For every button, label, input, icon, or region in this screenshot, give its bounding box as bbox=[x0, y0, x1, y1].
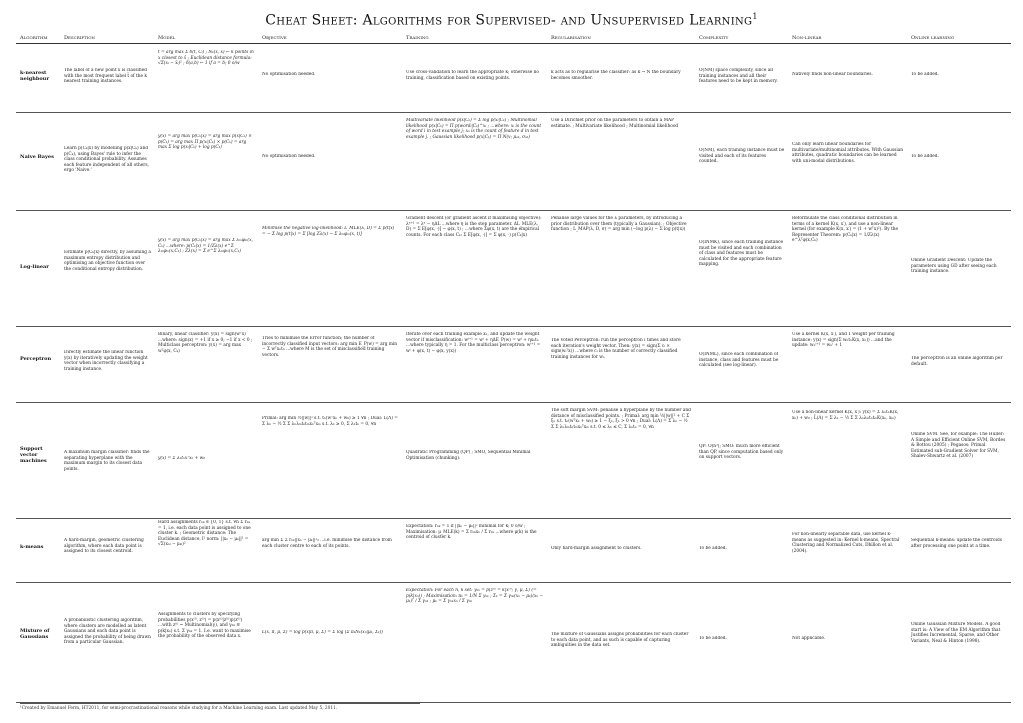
col-header-description: Description bbox=[64, 35, 96, 41]
nonlinear-cell: Natively finds non-linear boundaries. bbox=[792, 72, 873, 77]
page-title-text: Cheat Sheet: Algorithms for Supervised- and Unsupervised Learning bbox=[265, 12, 753, 29]
objective-cell: L(x, π, μ, Σ) = log p(x|π, μ, Σ) = Σ log (Σ πₖNₖ(xₙ|μₖ, Σₖ)) bbox=[262, 630, 383, 635]
algorithm-name: Mixture of Gaussians bbox=[20, 628, 50, 640]
training-cell: Gradient descent (or gradient ascent if maximising objective): λⁿ⁺¹ = λⁿ − ηΔL ...where η is the step parameter. ΔL_MLE(λ, D) = Σ E[φ(x, ·)] − φ(x, t) ; ...where Σφ(x, t) are the empirical counts. For each class Cₖ: Σ E[φ(x, ·)] = Σ φ(x, ·) p(Cₖ|x) bbox=[406, 216, 542, 238]
nonlinear-cell: Not applicable. bbox=[792, 636, 826, 641]
training-cell: Multivariate likelihood p(x|Cₖ) = Σ log p(xᵢ|Cₖ) ; Multinomial likelihood p(x|Cₖ) = Π p(wordᵢ|Cₖ)^xᵢ ; ...where: xᵢ is the count of word i in test example j; xₙ is the count of feature d in test example j. ; Gaussian likelihood p(x|Cₖ) = Π N(v; μₐₖ, σₐₖ) bbox=[406, 118, 542, 140]
regularisation-cell: The Voted Perceptron: run the perceptron i times and store each iteration's weight vector. Then: y(x) = sign(Σ cᵢ × sign(wᵢᵀx)) ...where cᵢ is the number of correctly classified training instances for wᵢ. bbox=[551, 338, 681, 360]
table-row-svm bbox=[16, 402, 1011, 519]
table-row-k-means bbox=[16, 518, 1011, 583]
page-title bbox=[0, 12, 1023, 29]
complexity-cell: O(INML), since each combination of instance, class and features must be calculated (see log-linear). bbox=[699, 352, 779, 369]
table-row-naive-bayes bbox=[16, 112, 1011, 211]
model-cell: y(x) = Σ λₙtₙxᵀxₙ + w₀ bbox=[158, 456, 205, 461]
complexity-cell: QP: O(n³); SMO: much more efficient than QP, since computation based only on support vectors. bbox=[699, 444, 784, 461]
title-footnote-mark: 1 bbox=[752, 12, 758, 21]
col-header-objective: Objective bbox=[262, 35, 287, 41]
nonlinear-cell: Use a non-linear kernel K(x, x′): y(x) = Σ λₙtₙK(x, xₙ) + w₀ ; L̃(Λ) = Σ λₙ − ½ Σ Σ λₙλₘtₙtₘK(xₙ, xₘ) bbox=[792, 410, 899, 421]
training-cell: Expectation: For each n, k set: γₙₖ = p(z⁽ⁱ⁾ = k|x⁽ⁱ⁾; γ, μ, Σ) (= p(k|xₙ)) ; Maximisation: πₖ = 1/N Σ γₙₖ ; Σₖ = Σ γₙₖ(xₙ − μₖ)(xₙ − μₖ)ᵀ / Σ γₙₖ ; μₖ = Σ γₙₖxₙ / Σ γₙₖ bbox=[406, 588, 544, 605]
nonlinear-cell: Reformulate the class conditional distribution in terms of a kernel K(x, x′), and use a non-linear kernel (for example K(x, x′) = (1 + wᵀx)²). By the Representer Theorem: p(Cₖ|x) = 1/Zλ(x) e^λᵀφ(x,Cₖ) bbox=[792, 216, 899, 244]
online-cell: Online Gaussian Mixture Models. A good start is: A View of the EM Algorithm that Justifies Incremental, Sparse, and Other Variants, Neal & Hinton (1998). bbox=[911, 622, 1001, 644]
complexity-cell: O(NM), each training instance must be visited and each of its features counted. bbox=[699, 148, 785, 165]
online-cell: To be added. bbox=[911, 154, 939, 159]
objective-cell: Primal: arg min ½||w||² s.t. tₙ(wᵀxₙ + w₀) ≥ 1 ∀n ; Dual: L̃(Λ) = Σ λₙ − ½ Σ Σ λₙλₘtₙtₘxₙᵀxₘ s.t. λₙ ≥ 0, Σ λₙtₙ = 0, ∀n bbox=[262, 416, 398, 427]
description-cell: A maximum margin classifier: finds the separating hyperplane with the maximum margin to its closest data points. bbox=[64, 450, 150, 472]
online-cell: Online SVM. See, for example: The Huller: A Simple and Efficient Online SVM, Bordes & Bottou (2005) ; Pegasos: Primal Estimated sub-Gradient Solver for SVM, Shalev-Shwartz et al. (2007) bbox=[911, 432, 1006, 460]
model-cell: y(x) = arg max p(Cₖ|x) = arg max p(x|Cₖ) × p(Cₖ) = arg max Π p(xᵢ|Cₖ) × p(Cₖ) = arg max Σ log p(xᵢ|Cₖ) + log p(Cₖ) bbox=[158, 134, 252, 151]
objective-cell: No optimisation needed. bbox=[262, 72, 316, 77]
training-cell: Expectation: rₙₖ = 1 if ||xₙ − μₖ||² minimal for k; 0 o/w ; Maximisation: μ_MLE(k) = Σ rₙₖxₙ / Σ rₙₖ ...where μ(k) is the centroid of cluster k. bbox=[406, 524, 537, 541]
regularisation-cell: Use a Dirichlet prior on the parameters to obtain a MAP estimate. ; Multivariate likelihood ; Multinomial likelihood bbox=[551, 118, 679, 129]
online-cell: Sequential k-means: update the centroids after processing one point at a time. bbox=[911, 538, 1002, 549]
regularisation-cell: Penalise large values for the λ parameters, by introducing a prior distribution over them (typically a Gaussian). ; Objective function ; L_MAP(λ, D, σ) = arg min (−log p(λ) − Σ log p(t|x)) bbox=[551, 216, 687, 233]
algorithm-name: k-nearest neighbour bbox=[20, 70, 49, 82]
col-header-model: Model bbox=[158, 35, 176, 41]
table-row-mixture-of-gaussians bbox=[16, 582, 1011, 703]
objective-cell: Tries to minimise the Error function; the number of incorrectly classified input vectors: arg min E_P(w) = arg min − Σ wᵀxₙtₙ ...where M is the set of misclassified training vectors. bbox=[262, 336, 398, 358]
training-cell: Quadratic Programming (QP) ; SMO, Sequential Minimal Optimisation (chunking). bbox=[406, 450, 531, 461]
nonlinear-cell: Can only learn linear boundaries for multivariate/multinomial attributes. With Gaussian attributes, quadratic boundaries can be learned with uni-modal distributions. bbox=[792, 142, 904, 164]
col-header-online: Online learning bbox=[911, 35, 955, 41]
description-cell: The label of a new point x̂ is classified with the most frequent label t̂ of the k nearest training instances. bbox=[64, 68, 147, 85]
online-cell: Online Gradient Descent: Update the parameters using GD after seeing each training instance. bbox=[911, 258, 997, 275]
model-cell: t̂ = arg max Σ δ(t, Cᵢ) ; Nₖ(x, x̂) ← k points in x closest to x̂ ; Euclidean distance formula: √Σ(xᵢ − x̂ᵢ)² ; δ(a,b) ← 1 if a = b; 0 o/w bbox=[158, 50, 254, 67]
complexity-cell: O(NM) space complexity, since all training instances and all their features need to be kept in memory. bbox=[699, 68, 778, 85]
objective-cell: Minimise the negative log-likelihood: L_MLE(λ, D) = Σ p(t|x) = − Σ log p(t|x) = Σ [log Zλ(x) − Σ λₘφₘ(x, t)] bbox=[262, 226, 395, 237]
model-cell: Hard assignments rₙₖ ∈ {0, 1} s.t. ∀n Σ rₙₖ = 1, i.e. each data point is assigned to one cluster k. ; Geometric distance: The Euclidean distance, l² norm: ||xₙ − μₖ||² = √Σ(xₙᵢ − μₖᵢ)² bbox=[158, 520, 251, 548]
description-cell: A probabilistic clustering algorithm, where clusters are modelled as latent Gaussians and each data point is assigned the probability of being drawn from a particular Gaussian. bbox=[64, 618, 151, 646]
column-header-row bbox=[16, 34, 1011, 44]
algorithm-name: Naive Bayes bbox=[20, 154, 54, 160]
objective-cell: No optimisation needed. bbox=[262, 154, 316, 159]
model-cell: y(x) = arg max p(Cₖ|x) = arg max Σ λₘφₘ(x, Cₖ) ...where: p(Cₖ|x) = 1/Zλ(x) e^Σ λₘφₘ(x,Cₖ) ; Zλ(x) = Σ e^Σ λₘφₘ(x,Cₖ) bbox=[158, 238, 253, 255]
description-cell: Learn p(Cₖ|x) by modelling p(x|Cₖ) and p(Cₖ), using Bayes' rule to infer the class conditional probability. Assumes each feature independent of all others, ergo 'Naive.' bbox=[64, 146, 149, 174]
col-header-regularisation: Regularisation bbox=[551, 35, 591, 41]
col-header-algorithm: Algorithm bbox=[20, 35, 48, 41]
regularisation-cell: The mixture of Gaussians assigns probabilities for each cluster to each data point, and as such is capable of capturing ambiguities in the data set. bbox=[551, 632, 689, 649]
online-cell: To be added. bbox=[911, 72, 939, 77]
complexity-cell: O(INMK), since each training instance must be visited and each combination of class and features must be calculated for the appropriate feature mapping. bbox=[699, 240, 784, 268]
algorithm-name: Perceptron bbox=[20, 356, 52, 362]
regularisation-cell: Only hard-margin assignment to clusters. bbox=[551, 546, 642, 551]
table-row-knn bbox=[16, 44, 1011, 113]
regularisation-cell: k acts as to regularise the classifier: as k → N the boundary becomes smoother. bbox=[551, 70, 681, 81]
objective-cell: arg min Σ Σ rₙₖ||xₙ − μₖ||²₂ ...i.e. minimise the distance from each cluster centre to each of its points. bbox=[262, 538, 392, 549]
regularisation-cell: The soft margin SVM: penalise a hyperplane by the number and distance of misclassified points. ; Primal: arg min ½||w||² + C Σ ξₙ s.t. tₙ(wᵀxₙ + w₀) ≥ 1 − ξₙ, ξₙ > 0 ∀n ; Dual: L̃(Λ) = Σ λₙ − ½ Σ Σ λₙλₘtₙtₘxₙᵀxₘ s.t. 0 ≤ λₙ ≤ C, Σ λₙtₙ = 0, ∀n bbox=[551, 408, 691, 430]
description-cell: Estimate p(Cₖ|x) directly, by assuming a maximum entropy distribution and optimising an objective function over the conditional entropy distribution. bbox=[64, 250, 151, 272]
algorithm-name: Support vector machines bbox=[20, 446, 47, 464]
algorithm-name: k-means bbox=[20, 544, 44, 550]
col-header-complexity: Complexity bbox=[699, 35, 729, 41]
training-cell: Iterate over each training example xₙ, and update the weight vector if misclassification: wⁱ⁺¹ = wⁱ + ηΔE_P(w) = wⁱ + ηxₙtₙ ...where typically η = 1. For the multiclass perceptron: wⁱ⁺¹ = wⁱ + φ(x, t) − φ(x, y(x)) bbox=[406, 332, 541, 354]
footnote: ¹Created by Emanuel Ferm, HT2011, for semi-procrastinational reasons while studying for a Machine Learning exam. Last updated May 5, 2011. bbox=[20, 703, 420, 711]
col-header-training: Training bbox=[406, 35, 429, 41]
nonlinear-cell: For non-linearly separable data, use kernel k-means as suggested in: Kernel k-means, Spectral Clustering and Normalized Cuts, Dhillon et al. (2004). bbox=[792, 532, 900, 554]
description-cell: Directly estimate the linear function y(x) by iteratively updating the weight vector when incorrectly classifying a training instance. bbox=[64, 350, 148, 372]
training-cell: Use cross-validation to learn the appropriate k; otherwise no training, classification based on existing points. bbox=[406, 70, 539, 81]
col-header-nonlinear: Non-linear bbox=[792, 35, 822, 41]
table-row-perceptron bbox=[16, 326, 1011, 403]
complexity-cell: To be added. bbox=[699, 546, 727, 551]
complexity-cell: To be added. bbox=[699, 636, 727, 641]
algorithm-name: Log-linear bbox=[20, 264, 49, 270]
nonlinear-cell: Use a kernel K(x, x′), and 1 weight per training instance: y(x) = sign(Σ wₙtₙK(x, xₙ)) ...and the update: wₙⁱ⁺¹ = wₙⁱ + 1 bbox=[792, 332, 895, 349]
model-cell: Binary, linear classifier: y(x) = sign(wᵀx) ...where: sign(x) = +1 if x ≥ 0; −1 if x < 0 ; Multiclass perceptron: y(x) = arg max wᵀφ(x, Cₖ) bbox=[158, 332, 253, 354]
online-cell: The perceptron is an online algorithm per default. bbox=[911, 356, 1003, 367]
table-row-log-linear bbox=[16, 210, 1011, 327]
model-cell: Assignments to clusters by specifying probabilities p(x⁽ⁱ⁾, z⁽ⁱ⁾) = p(x⁽ⁱ⁾|z⁽ⁱ⁾)p(z⁽ⁱ⁾) ...with z⁽ⁱ⁾ ~ Multinomial(γ), and γₙₖ ≡ p(k|xₙ) s.t. Σ γₙₖ = 1. I.e. want to maximise the probability of the observed data x. bbox=[158, 612, 251, 640]
description-cell: A hard-margin, geometric clustering algorithm, where each data point is assigned to its closest centroid. bbox=[64, 538, 144, 555]
